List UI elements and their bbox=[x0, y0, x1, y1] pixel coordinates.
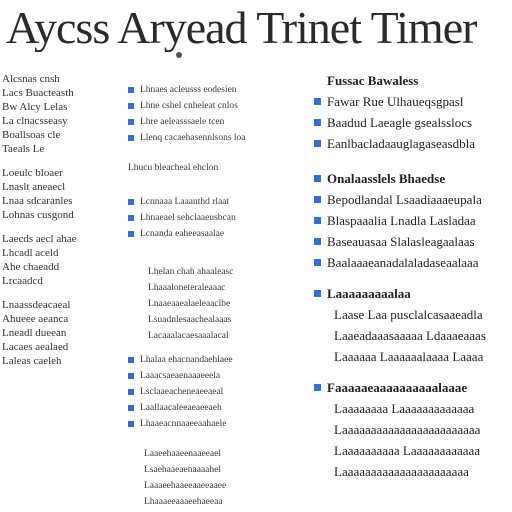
text-line: Lrcaadcd bbox=[2, 275, 43, 287]
bullet-text: Lhaaaeeaaaeehaeeaa bbox=[144, 497, 223, 507]
bullet-icon bbox=[314, 238, 321, 245]
bullet-item bbox=[314, 91, 510, 112]
bullet-text: Lacaaalacaesaaalacal bbox=[148, 331, 229, 341]
bullet-item bbox=[314, 112, 510, 133]
text-line: Alcsnas cnsh bbox=[2, 73, 60, 85]
bullet-item bbox=[128, 210, 304, 226]
bullet-item bbox=[128, 384, 304, 400]
bullet-item bbox=[128, 400, 304, 416]
bullet-text: Lhne cshel cnheleat cnlos bbox=[140, 101, 238, 111]
text-line bbox=[148, 312, 304, 328]
bullet-text: Baalaaaeanadalaladaseaalaaa bbox=[327, 255, 479, 270]
heading-3: Laaaaaaaaalaa bbox=[314, 283, 510, 304]
bullet-icon bbox=[128, 135, 134, 141]
bullet-item bbox=[314, 133, 510, 154]
paragraph bbox=[2, 232, 110, 288]
bullet-text: Lsclaaeacheneaeeaeal bbox=[140, 387, 224, 397]
bullet-icon bbox=[128, 389, 134, 395]
bullet-icon bbox=[314, 259, 321, 266]
paragraph bbox=[2, 72, 110, 156]
text-line bbox=[334, 398, 510, 419]
bullet-text: Llenq cacaehasennlsons loa bbox=[140, 133, 246, 143]
text-line: Boallsoas cle bbox=[2, 129, 61, 141]
bullet-text: Lsuadnlesaachealaaas bbox=[148, 315, 232, 325]
text-line bbox=[334, 325, 510, 346]
text-line: Lnaslt aneaecl bbox=[2, 181, 66, 193]
heading-2: Onalaasslels Bhaedse bbox=[314, 168, 510, 189]
text-line bbox=[334, 419, 510, 440]
bullet-text: Lhnaeael sehclaaeusbcan bbox=[140, 213, 236, 223]
text-block-4 bbox=[334, 398, 510, 482]
bullet-text: Lcnnaaa Laaanthd rlaat bbox=[140, 197, 230, 207]
text-line: Loeulc bloaer bbox=[2, 167, 63, 179]
text-block-5 bbox=[144, 446, 304, 510]
column-right bbox=[314, 70, 510, 482]
text-line: Lneadl dueean bbox=[2, 327, 67, 339]
bullet-item bbox=[128, 352, 304, 368]
bullet-icon bbox=[128, 103, 134, 109]
text-line: Bw Alcy Lelas bbox=[2, 101, 68, 113]
bullet-item bbox=[128, 130, 304, 146]
text-line: Laleas caeleh bbox=[2, 355, 62, 367]
text-line: Lohnas cusgond bbox=[2, 209, 74, 221]
bullet-item bbox=[314, 231, 510, 252]
text-line bbox=[144, 446, 304, 462]
text-line: Lacaes aealaed bbox=[2, 341, 69, 353]
text-line: Lnaassdeacaeal bbox=[2, 299, 71, 311]
bullet-text: Lhalaa ehacnandaehlaee bbox=[140, 355, 233, 365]
heading-4: Faaaaaeaaaaaaaaaalaaae bbox=[314, 377, 510, 398]
pin-icon bbox=[176, 52, 182, 58]
bullet-text: Fawar Rue Ulhaueqsgpasl bbox=[327, 94, 464, 109]
bullet-text: Blaspaaalia Lnadla Lasladaa bbox=[327, 213, 476, 228]
bullet-group-2 bbox=[128, 194, 304, 242]
text-line: Lhcadl aceld bbox=[2, 247, 59, 259]
bullet-icon bbox=[314, 98, 321, 105]
text-block-3 bbox=[334, 304, 510, 367]
bullet-icon bbox=[314, 384, 321, 391]
bullet-text: Laaaaaa Laaaaaalaaaa Laaaa bbox=[334, 349, 484, 364]
bullet-text: Laallaacaleeaeaeeaeh bbox=[140, 403, 222, 413]
bullet-text: Bepodlandal Lsaadiaaaeupala bbox=[327, 192, 482, 207]
text-line: Ahueee aeanca bbox=[2, 313, 69, 325]
text-line bbox=[148, 264, 304, 280]
bullet-icon bbox=[314, 140, 321, 147]
bullet-group-4 bbox=[128, 352, 304, 432]
text-line: Taeals Le bbox=[2, 143, 45, 155]
bullet-text: Laaeadaaasaaaaa Ldaaaeaaas bbox=[334, 328, 486, 343]
bullet-group-2 bbox=[314, 189, 510, 273]
bullet-text: Laaacsaeaenaaaeeela bbox=[140, 371, 221, 381]
bullet-item bbox=[128, 114, 304, 130]
bullet-item bbox=[314, 189, 510, 210]
bullet-text: Laaaaaaaaaa Laaaaaaaaaaaa bbox=[334, 443, 481, 458]
bullet-icon bbox=[128, 357, 134, 363]
page-title: Aycss Aryead Trinet Timer bbox=[6, 4, 477, 52]
text-line bbox=[144, 478, 304, 494]
bullet-icon bbox=[314, 217, 321, 224]
bullet-text: Laaaaaaaaaaaaaaaaaaaaaaaa bbox=[334, 422, 481, 437]
bullet-icon bbox=[128, 231, 134, 237]
bullet-text: Lhaaeacnnaaeeaahaele bbox=[140, 419, 227, 429]
bullet-text: Lhnaes acleusss eodesien bbox=[140, 85, 237, 95]
bullet-item bbox=[128, 98, 304, 114]
bullet-text: Laaaeehaaeeaaeeaaee bbox=[144, 481, 227, 491]
text-line bbox=[144, 462, 304, 478]
bullet-icon bbox=[128, 215, 134, 221]
paragraph bbox=[2, 298, 110, 368]
text-block-3 bbox=[148, 264, 304, 344]
bullet-item bbox=[128, 82, 304, 98]
bullet-item bbox=[314, 252, 510, 273]
bullet-icon bbox=[314, 290, 321, 297]
bullet-icon bbox=[128, 373, 134, 379]
bullet-text: Lcnanda eaheeasaalae bbox=[140, 229, 225, 239]
text-line bbox=[334, 346, 510, 367]
bullet-item bbox=[128, 368, 304, 384]
bullet-text: Lsaehaaeaenaaaahel bbox=[144, 465, 221, 475]
heading-1: Fussac Bawaless bbox=[327, 73, 419, 88]
text-line bbox=[148, 328, 304, 344]
paragraph bbox=[2, 166, 110, 222]
text-line bbox=[148, 296, 304, 312]
bullet-text: Laaeehaaeenaaeeael bbox=[144, 449, 221, 459]
bullet-icon bbox=[128, 421, 134, 427]
bullet-group-1 bbox=[314, 91, 510, 154]
bullet-icon bbox=[128, 405, 134, 411]
bullet-item bbox=[128, 226, 304, 242]
bullet-icon bbox=[314, 119, 321, 126]
bullet-icon bbox=[314, 175, 321, 182]
column-left bbox=[2, 72, 110, 378]
bullet-text: Lhre aeleasssaele tcen bbox=[140, 117, 225, 127]
bullet-icon bbox=[128, 199, 134, 205]
bullet-text: Baadud Laeagle gsealsslocs bbox=[327, 115, 473, 130]
text-line: La clnacsseasy bbox=[2, 115, 68, 127]
text-line bbox=[334, 440, 510, 461]
bullet-icon bbox=[128, 119, 134, 125]
bullet-item bbox=[128, 194, 304, 210]
bullet-text: Laaaaaaaa Laaaaaaaaaaaaa bbox=[334, 401, 475, 416]
text-line: Ahe chaeadd bbox=[2, 261, 60, 273]
bullet-text: Lhaaaloneteraleaaac bbox=[148, 283, 226, 293]
bullet-text: Laase Laa pusclalcasaaeadla bbox=[334, 307, 483, 322]
bullet-item bbox=[314, 210, 510, 231]
bullet-text: Lhelan chah ahaaleasc bbox=[148, 267, 234, 277]
note-text: Lhucu bleacheal ehclon bbox=[128, 163, 219, 173]
bullet-icon bbox=[314, 196, 321, 203]
bullet-icon bbox=[128, 87, 134, 93]
bullet-text: Lnaaeaaealaeleaaclbe bbox=[148, 299, 231, 309]
text-line bbox=[334, 304, 510, 325]
column-middle bbox=[128, 82, 304, 510]
text-line bbox=[148, 280, 304, 296]
text-line: Lacs Buacteasth bbox=[2, 87, 74, 99]
bullet-item bbox=[128, 416, 304, 432]
text-line bbox=[334, 461, 510, 482]
bullet-group-1 bbox=[128, 82, 304, 146]
text-line: Lnaa sdcaranles bbox=[2, 195, 73, 207]
bullet-text: Laaaaaaaaaaaaaaaaaaaaaa bbox=[334, 464, 469, 479]
bullet-text: Eanlbacladaauglagaseasdbla bbox=[327, 136, 475, 151]
text-line bbox=[144, 494, 304, 510]
bullet-text: Baseauasaa Slalasleagaalaas bbox=[327, 234, 475, 249]
text-line: Laecds aecl ahae bbox=[2, 233, 77, 245]
